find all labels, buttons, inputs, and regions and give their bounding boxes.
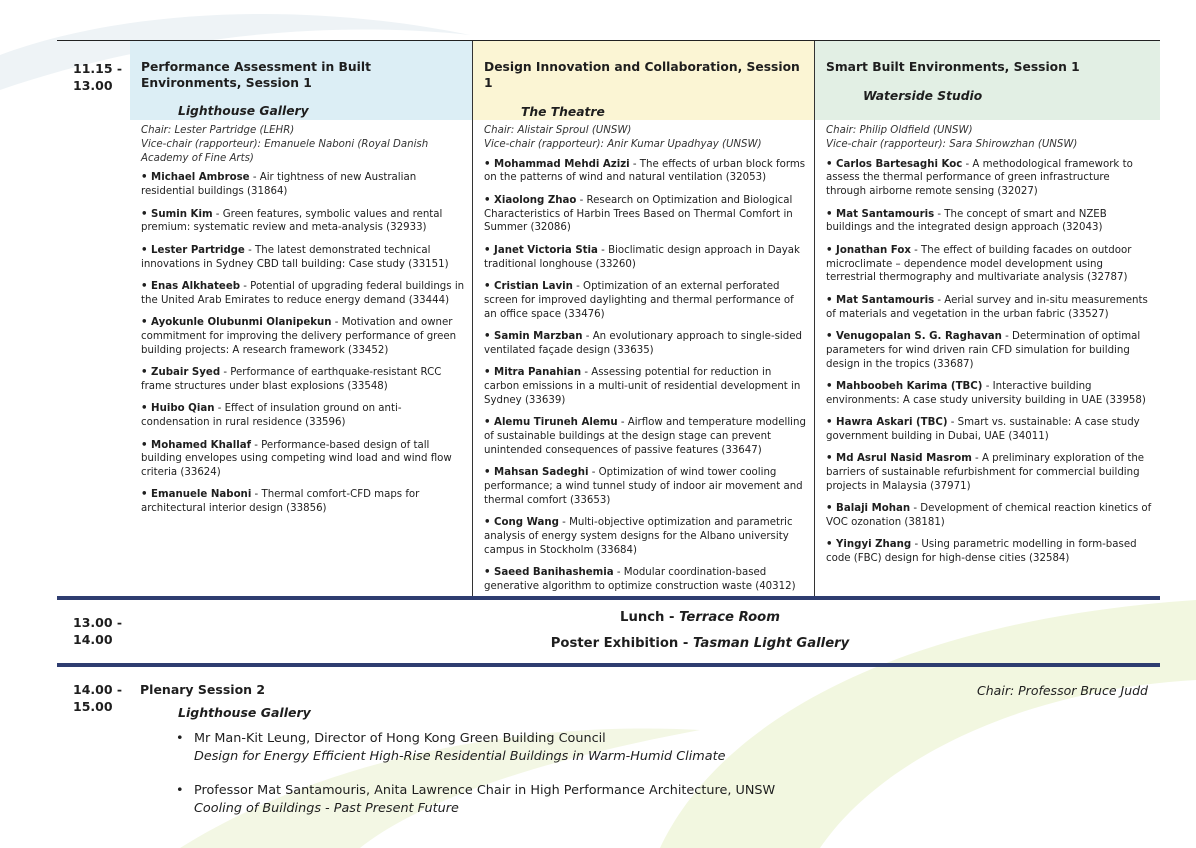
paper-author: • Xiaolong Zhao	[484, 194, 577, 206]
paper-author: • Sumin Kim	[141, 208, 213, 220]
poster-label: Poster Exhibition -	[550, 636, 693, 651]
paper-author: • Saeed Banihashemia	[484, 567, 614, 579]
paper-author: • Jonathan Fox	[826, 244, 911, 256]
paper-title: - Air tightness of new Australian residential buildings (31864)	[141, 172, 417, 198]
paper-title: - Performance-based design of tall building envelopes using competing wind load and wind flow criteria (33624)	[141, 439, 452, 479]
paper-item	[484, 466, 807, 507]
track-header	[130, 41, 473, 120]
paper-title: - Performance of earthquake-resistant RCC frame structures under blast explosions (33548)	[141, 367, 442, 392]
paper-author: • Mat Santamouris	[826, 294, 935, 306]
chair-line: Chair: Philip Oldfield (UNSW)	[826, 125, 973, 136]
paper-title: - Potential of upgrading federal buildings in the United Arab Emirates to reduce energy demand (33444)	[141, 280, 465, 306]
lunch-line	[440, 610, 960, 625]
track-column-performance	[130, 41, 473, 597]
paper-item	[484, 366, 807, 407]
paper-item	[826, 538, 1152, 566]
track-body	[815, 120, 1160, 566]
track-title: Design Innovation and Collaboration, Session 1	[484, 60, 800, 90]
paper-author: • Balaji Mohan	[826, 503, 911, 515]
paper-author: • Yingyi Zhang	[826, 539, 912, 551]
track-title: Performance Assessment in Built Environments, Session 1	[141, 60, 371, 90]
speaker-name: Mr Man-Kit Leung, Director of Hong Kong Green Building Council	[194, 731, 606, 746]
paper-title: - A preliminary exploration of the barriers of sustainable refurbishment for commercial building projects in Malaysia (37971)	[826, 453, 1145, 492]
chair-line: Chair: Lester Partridge (LEHR)	[141, 125, 295, 136]
paper-list	[141, 171, 465, 516]
section-rule-plenary	[57, 663, 1160, 667]
paper-title: - Using parametric modelling in form-based code (FBC) design for high-dense cities (32584)	[826, 539, 1137, 565]
paper-item	[141, 366, 465, 394]
paper-item	[826, 380, 1152, 408]
lunch-place: Terrace Room	[679, 610, 780, 625]
track-header	[815, 41, 1160, 120]
track-body	[473, 120, 815, 594]
plenary-title: Plenary Session 2	[140, 682, 266, 697]
plenary-room: Lighthouse Gallery	[178, 705, 311, 720]
plenary-time: 14.00 - 15.00	[73, 682, 123, 714]
paper-title: - Smart vs. sustainable: A case study government building in Dubai, UAE (34011)	[826, 417, 1140, 442]
paper-title: - An evolutionary approach to single-sided ventilated façade design (33635)	[484, 330, 802, 356]
paper-title: - Assessing potential for reduction in carbon emissions in a multi-unit of residential development in Sydney (33639)	[484, 367, 801, 406]
paper-title: - Multi-objective optimization and parametric analysis of energy system designs for the Albano university campus in Stockholm (33684)	[484, 517, 793, 556]
bullet: •	[176, 731, 184, 746]
paper-list	[484, 158, 807, 594]
paper-title: - The concept of smart and NZEB buildings and the integrated design approach (32043)	[826, 208, 1107, 234]
paper-author: • Hawra Askari (TBC)	[826, 417, 948, 429]
paper-item	[141, 244, 465, 272]
paper-title: - The effects of urban block forms on the patterns of wind and natural ventilation (32053)	[484, 158, 806, 184]
paper-title: - A methodological framework to assess the thermal performance of green infrastructure through airborne remote sensing (32027)	[826, 158, 1133, 198]
paper-item	[141, 488, 465, 516]
paper-title: - Motivation and owner commitment for improving the delivery performance of green building projects: A research framework (33452)	[141, 317, 457, 356]
paper-title: - The effect of building facades on outdoor microclimate – dependence model development using terrestrial thermography and multivariate analysis (32787)	[826, 244, 1132, 284]
chair-info	[826, 124, 1152, 152]
paper-author: • Mohamed Khallaf	[141, 439, 251, 451]
lunch-label: Lunch -	[620, 610, 680, 625]
paper-author: • Huibo Qian	[141, 403, 215, 415]
paper-title: - Development of chemical reaction kinetics of VOC ozonation (38181)	[826, 503, 1152, 529]
poster-line	[440, 636, 960, 651]
speaker-item	[176, 782, 775, 818]
paper-author: • Mahboobeh Karima (TBC)	[826, 380, 983, 392]
paper-author: • Cristian Lavin	[484, 280, 573, 292]
section-rule-lunch	[57, 596, 1160, 600]
paper-item	[826, 416, 1152, 444]
poster-place: Tasman Light Gallery	[692, 636, 850, 651]
paper-title: - Thermal comfort-CFD maps for architectural interior design (33856)	[141, 489, 420, 515]
paper-item	[826, 208, 1152, 236]
paper-title: - Modular coordination-based generative algorithm to optimize construction waste (40312)	[484, 567, 796, 592]
paper-item	[826, 330, 1152, 371]
paper-author: • Mahsan Sadeghi	[484, 467, 589, 479]
paper-title: - Airflow and temperature modelling of sustainable buildings at the design stage can prevent unintended consequences of passive features (33647)	[484, 417, 806, 456]
track-column-smart	[814, 41, 1160, 597]
track-column-design	[472, 41, 815, 597]
paper-item	[484, 516, 807, 557]
plenary-chair: Chair: Professor Bruce Judd	[977, 683, 1148, 698]
paper-item	[826, 294, 1152, 322]
paper-item	[141, 208, 465, 236]
paper-author: • Samin Marzban	[484, 330, 583, 342]
paper-item	[484, 330, 807, 358]
speaker-name: Professor Mat Santamouris, Anita Lawrence Chair in High Performance Architecture, UNSW	[194, 783, 776, 798]
paper-item	[484, 416, 807, 457]
track-room: The Theatre	[521, 105, 605, 119]
talk-title: Cooling of Buildings - Past Present Future	[194, 801, 459, 816]
paper-item	[141, 171, 465, 199]
paper-item	[484, 194, 807, 235]
paper-title: - Green features, symbolic values and rental premium: systematic review and meta-analysis (32933)	[141, 208, 443, 234]
paper-author: • Alemu Tiruneh Alemu	[484, 417, 618, 429]
paper-author: • Emanuele Naboni	[141, 489, 252, 501]
paper-item	[141, 316, 465, 357]
track-room: Waterside Studio	[863, 89, 983, 103]
paper-title: - Bioclimatic design approach in Dayak traditional longhouse (33260)	[484, 244, 800, 270]
paper-item	[826, 244, 1152, 285]
chair-line: Chair: Alistair Sproul (UNSW)	[484, 125, 632, 136]
lunch-time: 13.00 - 14.00	[73, 615, 123, 647]
paper-author: • Michael Ambrose	[141, 172, 250, 184]
paper-item	[141, 280, 465, 308]
paper-author: • Carlos Bartesaghi Koc	[826, 158, 963, 170]
paper-title: - Effect of insulation ground on anti-condensation in rural residence (33596)	[141, 403, 402, 429]
talk-title: Design for Energy Efficient High-Rise Residential Buildings in Warm-Humid Climate	[194, 749, 726, 764]
paper-title: - Interactive building environments: A case study university building in UAE (33958)	[826, 380, 1146, 406]
paper-item	[484, 244, 807, 272]
paper-item	[484, 280, 807, 321]
session1-time: 11.15 - 13.00	[73, 61, 123, 93]
track-room: Lighthouse Gallery	[178, 104, 309, 118]
vice-chair-line: Vice-chair (rapporteur): Anir Kumar Upadhyay (UNSW)	[484, 138, 762, 150]
paper-list	[826, 158, 1152, 566]
track-title: Smart Built Environments, Session 1	[826, 60, 1080, 74]
paper-title: - Research on Optimization and Biological Characteristics of Harbin Trees Based on Thermal Comfort in Summer (32086)	[484, 194, 793, 234]
track-header	[473, 41, 815, 120]
chair-info	[484, 124, 807, 152]
paper-author: • Md Asrul Nasid Masrom	[826, 453, 972, 465]
track-body	[130, 120, 473, 516]
speaker-item	[176, 730, 725, 766]
paper-author: • Ayokunle Olubunmi Olanipekun	[141, 317, 332, 329]
paper-author: • Mat Santamouris	[826, 208, 935, 220]
paper-item	[484, 566, 807, 594]
paper-item	[141, 402, 465, 430]
paper-author: • Zubair Syed	[141, 367, 221, 379]
vice-chair-line: Vice-chair (rapporteur): Sara Shirowzhan (UNSW)	[826, 138, 1078, 150]
paper-item	[826, 502, 1152, 530]
paper-author: • Cong Wang	[484, 517, 559, 529]
paper-title: - The latest demonstrated technical innovations in Sydney CBD tall building: Case study (33151)	[141, 244, 449, 270]
paper-title: - Optimization of wind tower cooling performance; a wind tunnel study of indoor air movement and thermal comfort (33653)	[484, 467, 803, 506]
paper-author: • Lester Partridge	[141, 244, 245, 256]
paper-item	[141, 439, 465, 480]
paper-title: - Aerial survey and in-situ measurements of materials and vegetation in the urban fabric (33527)	[826, 294, 1148, 320]
paper-author: • Venugopalan S. G. Raghavan	[826, 330, 1002, 342]
paper-item	[484, 158, 807, 186]
paper-title: - Determination of optimal parameters for wind driven rain CFD simulation for building design in the tropics (33687)	[826, 330, 1141, 370]
vice-chair-line: Vice-chair (rapporteur): Emanuele Naboni (Royal Danish Academy of Fine Arts)	[141, 138, 429, 164]
paper-author: • Enas Alkhateeb	[141, 280, 241, 292]
paper-title: - Optimization of an external perforated screen for improved daylighting and thermal performance of an office space (33476)	[484, 280, 794, 320]
chair-info	[141, 124, 465, 165]
bullet: •	[176, 783, 184, 798]
paper-author: • Mitra Panahian	[484, 367, 582, 379]
paper-author: • Mohammad Mehdi Azizi	[484, 158, 630, 170]
paper-item	[826, 452, 1152, 493]
paper-author: • Janet Victoria Stia	[484, 244, 598, 256]
paper-item	[826, 158, 1152, 199]
